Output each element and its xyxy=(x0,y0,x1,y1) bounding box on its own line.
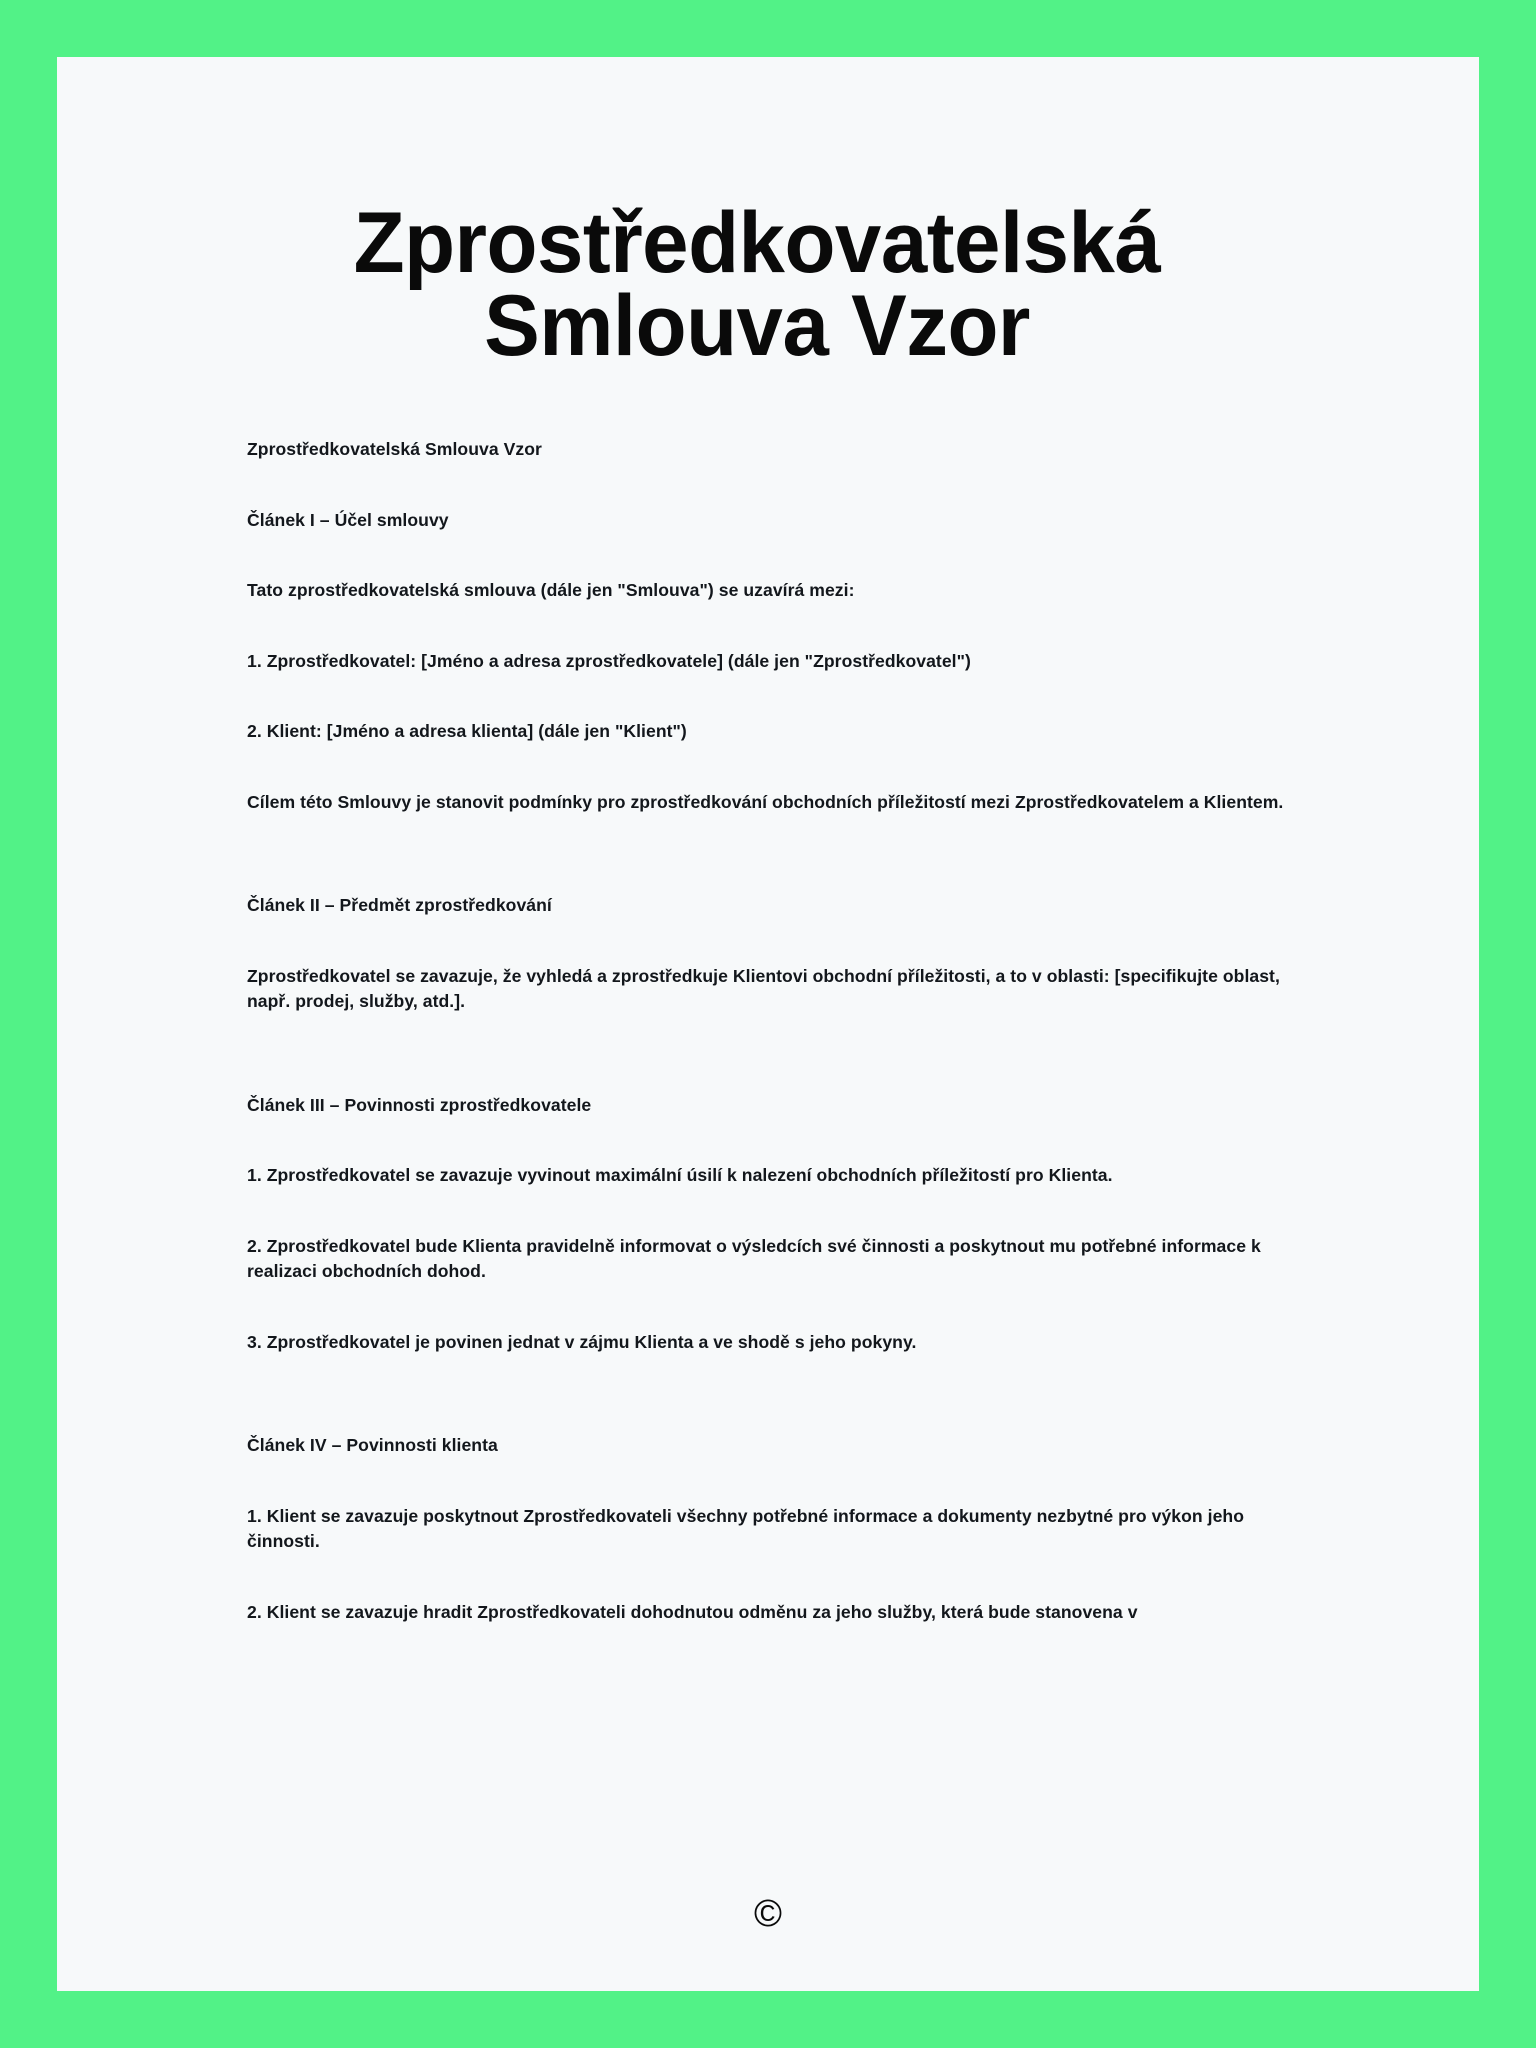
document-body xyxy=(247,437,1339,1625)
article-4-heading: Článek IV – Povinnosti klienta xyxy=(247,1435,498,1456)
article-1-intro: Tato zprostředkovatelská smlouva (dále jen "Smlouva") se uzavírá mezi: xyxy=(247,580,855,601)
page-title: Zprostředkovatelská Smlouva Vzor xyxy=(353,195,1161,374)
article-3-item-1: 1. Zprostředkovatel se zavazuje vyvinout maximální úsilí k nalezení obchodních příležitostí pro Klienta. xyxy=(247,1165,1113,1186)
document-content xyxy=(247,57,1339,1670)
section-spacer xyxy=(247,1060,1339,1093)
article-3-item-3: 3. Zprostředkovatel je povinen jednat v zájmu Klienta a ve shodě s jeho pokyny. xyxy=(247,1331,917,1352)
article-2-heading: Článek II – Předmět zprostředkování xyxy=(247,895,552,916)
article-1-purpose: Cílem této Smlouvy je stanovit podmínky pro zprostředkování obchodních příležitostí mezi Zprostředkovatelem a Klientem. xyxy=(247,791,1284,812)
article-3-heading: Článek III – Povinnosti zprostředkovatele xyxy=(247,1094,592,1115)
article-1-party-1: 1. Zprostředkovatel: [Jméno a adresa zprostředkovatele] (dále jen "Zprostředkovatel") xyxy=(247,650,971,671)
doc-heading-paragraph: Zprostředkovatelská Smlouva Vzor xyxy=(247,439,542,460)
article-4-item-2: 2. Klient se zavazuje hradit Zprostředkovateli dohodnutou odměnu za jeho služby, která bude stanovena v xyxy=(247,1601,1138,1622)
article-1-party-2: 2. Klient: [Jméno a adresa klienta] (dále jen "Klient") xyxy=(247,721,687,742)
section-spacer xyxy=(247,1400,1339,1433)
article-1-heading: Článek I – Účel smlouvy xyxy=(247,509,449,530)
copyright-icon: © xyxy=(754,1893,782,1935)
section-spacer xyxy=(247,860,1339,893)
article-4-item-1: 1. Klient se zavazuje poskytnout Zprostředkovateli všechny potřebné informace a dokumenty nezbytné pro výkon jeho činnosti. xyxy=(247,1505,1245,1552)
article-2-body: Zprostředkovatel se zavazuje, že vyhledá a zprostředkuje Klientovi obchodní příležitosti, a to v oblasti: [specifikujte oblast, např. prodej, služby, atd.]. xyxy=(247,965,1280,1012)
document-sheet xyxy=(57,57,1479,1991)
article-3-item-2: 2. Zprostředkovatel bude Klienta pravidelně informovat o výsledcích své činnosti a poskytnout mu potřebné informace k realizaci obchodních dohod. xyxy=(247,1235,1261,1282)
